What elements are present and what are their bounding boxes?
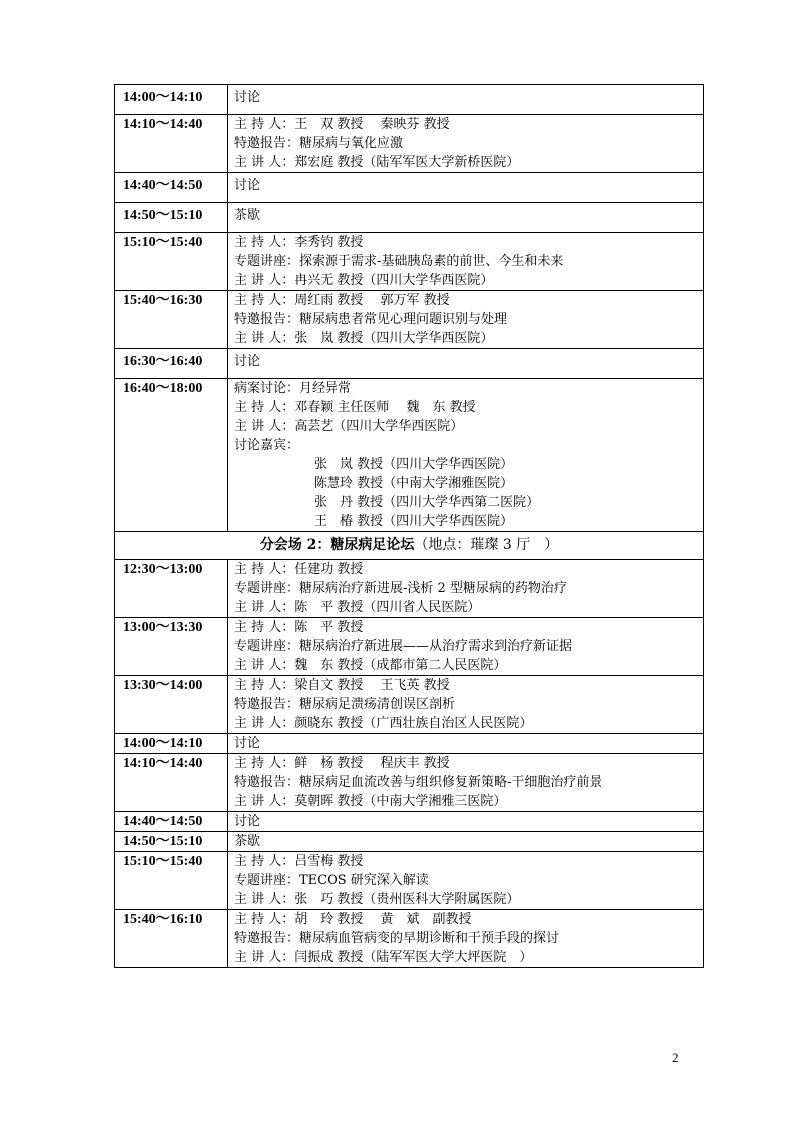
time-slot: 16:30～16:40 <box>115 349 228 379</box>
session-line: 茶歇 <box>234 208 261 223</box>
session-details <box>228 852 704 910</box>
session-details <box>228 734 704 754</box>
time-slot: 13:00～13:30 <box>115 618 228 676</box>
session-details <box>228 812 704 832</box>
section-title <box>115 532 704 560</box>
session-details <box>228 203 704 233</box>
time-slot: 14:50～15:10 <box>115 203 228 233</box>
schedule-row <box>115 910 704 968</box>
schedule-row <box>115 734 704 754</box>
discussion-guest: 张 岚 教授（四川大学华西医院） <box>314 457 514 472</box>
session-line: 讨论 <box>234 178 261 193</box>
session-details <box>228 291 704 349</box>
session-line: 讨论嘉宾： <box>234 438 300 453</box>
session-details <box>228 233 704 291</box>
time-slot: 14:40～14:50 <box>115 812 228 832</box>
time-slot: 13:30～14:00 <box>115 676 228 734</box>
discussion-guest: 王 椿 教授（四川大学华西医院） <box>314 514 514 529</box>
time-slot: 15:40～16:30 <box>115 291 228 349</box>
schedule-row <box>115 812 704 832</box>
schedule-row <box>115 754 704 812</box>
session-line: 主 讲 人：魏 东 教授（成都市第二人民医院） <box>234 658 507 673</box>
schedule-row <box>115 852 704 910</box>
session-line: 主 讲 人：张 巧 教授（贵州医科大学附属医院） <box>234 892 520 907</box>
session-line: 主 持 人：邓春颖 主任医师 魏 东 教授 <box>234 400 476 415</box>
session-details <box>228 618 704 676</box>
session-line: 主 讲 人：陈 平 教授（四川省人民医院） <box>234 600 481 615</box>
discussion-guest: 张 丹 教授（四川大学华西第二医院） <box>314 495 540 510</box>
schedule-row <box>115 291 704 349</box>
schedule-row <box>115 832 704 852</box>
schedule-row <box>115 115 704 173</box>
session-line: 特邀报告：糖尿病足血流改善与组织修复新策略-干细胞治疗前景 <box>234 775 603 790</box>
session-details <box>228 910 704 968</box>
session-line: 主 持 人：吕雪梅 教授 <box>234 854 364 869</box>
session-line: 主 讲 人：张 岚 教授（四川大学华西医院） <box>234 331 494 346</box>
session-line: 特邀报告：糖尿病足溃疡清创误区剖析 <box>234 697 456 712</box>
session-line: 讨论 <box>234 736 261 751</box>
schedule-table <box>114 84 704 968</box>
time-slot: 15:10～15:40 <box>115 852 228 910</box>
session-details <box>228 676 704 734</box>
session-line: 专题讲座：糖尿病治疗新进展——从治疗需求到治疗新证据 <box>234 639 573 654</box>
time-slot: 15:40～16:10 <box>115 910 228 968</box>
session-line: 主 持 人：任建功 教授 <box>234 562 364 577</box>
schedule-row <box>115 203 704 233</box>
session-line: 主 持 人：王 双 教授 秦映芬 教授 <box>234 117 450 132</box>
schedule-row <box>115 560 704 618</box>
session-line: 讨论 <box>234 814 261 829</box>
session-line: 主 持 人：胡 玲 教授 黄 斌 副教授 <box>234 912 472 927</box>
time-slot: 12:30～13:00 <box>115 560 228 618</box>
session-line: 讨论 <box>234 90 261 105</box>
session-line: 主 持 人：梁自文 教授 王飞英 教授 <box>234 678 450 693</box>
session-details <box>228 173 704 203</box>
time-slot: 14:10～14:40 <box>115 754 228 812</box>
time-slot: 14:40～14:50 <box>115 173 228 203</box>
time-slot: 16:40～18:00 <box>115 379 228 532</box>
session-line: 主 讲 人：冉兴无 教授（四川大学华西医院） <box>234 273 494 288</box>
session-line: 主 讲 人：颜晓东 教授（广西壮族自治区人民医院） <box>234 716 533 731</box>
session-details <box>228 560 704 618</box>
session-line: 专题讲座：探索源于需求-基础胰岛素的前世、今生和未来 <box>234 254 564 269</box>
schedule-row <box>115 85 704 115</box>
session-line: 特邀报告：糖尿病血管病变的早期诊断和干预手段的探讨 <box>234 931 560 946</box>
discussion-guest: 陈慧玲 教授（中南大学湘雅医院） <box>314 476 514 491</box>
session-line: 主 持 人：鲜 杨 教授 程庆丰 教授 <box>234 756 450 771</box>
session-line: 特邀报告：糖尿病与氧化应激 <box>234 136 404 151</box>
time-slot: 14:50～15:10 <box>115 832 228 852</box>
time-slot: 14:00～14:10 <box>115 734 228 754</box>
page-number: 2 <box>672 1050 679 1065</box>
section-location: （地点：璀璨 3 厅 ） <box>414 537 559 553</box>
session-line: 专题讲座：糖尿病治疗新进展-浅析 2 型糖尿病的药物治疗 <box>234 581 567 596</box>
time-slot: 15:10～15:40 <box>115 233 228 291</box>
session-line: 主 讲 人：高芸艺（四川大学华西医院） <box>234 419 464 434</box>
session-line: 主 讲 人：郑宏庭 教授（陆军军医大学新桥医院） <box>234 155 520 170</box>
schedule-row <box>115 379 704 532</box>
session-details <box>228 832 704 852</box>
section-title-bold: 分会场 2：糖尿病足论坛 <box>259 537 415 553</box>
session-line: 病案讨论：月经异常 <box>234 381 352 396</box>
session-details <box>228 115 704 173</box>
session-line: 主 讲 人：闫振成 教授（陆军军医大学大坪医院 ） <box>234 950 533 965</box>
session-line: 专题讲座：TECOS 研究深入解读 <box>234 873 429 888</box>
session-line: 主 讲 人：莫朝晖 教授（中南大学湘雅三医院） <box>234 794 507 809</box>
time-slot: 14:10～14:40 <box>115 115 228 173</box>
schedule-row <box>115 349 704 379</box>
schedule-row <box>115 676 704 734</box>
session-line: 主 持 人：周红雨 教授 郭万军 教授 <box>234 293 450 308</box>
session-details <box>228 379 704 532</box>
session-line: 主 持 人：陈 平 教授 <box>234 620 364 635</box>
schedule-row <box>115 233 704 291</box>
schedule-row <box>115 173 704 203</box>
session-line: 讨论 <box>234 354 261 369</box>
session-details <box>228 349 704 379</box>
session-line: 主 持 人：李秀钧 教授 <box>234 235 364 250</box>
session-line: 特邀报告：糖尿病患者常见心理问题识别与处理 <box>234 312 508 327</box>
section-header-row <box>115 532 704 560</box>
session-details <box>228 754 704 812</box>
session-details <box>228 85 704 115</box>
session-line: 茶歇 <box>234 834 261 849</box>
time-slot: 14:00～14:10 <box>115 85 228 115</box>
schedule-row <box>115 618 704 676</box>
